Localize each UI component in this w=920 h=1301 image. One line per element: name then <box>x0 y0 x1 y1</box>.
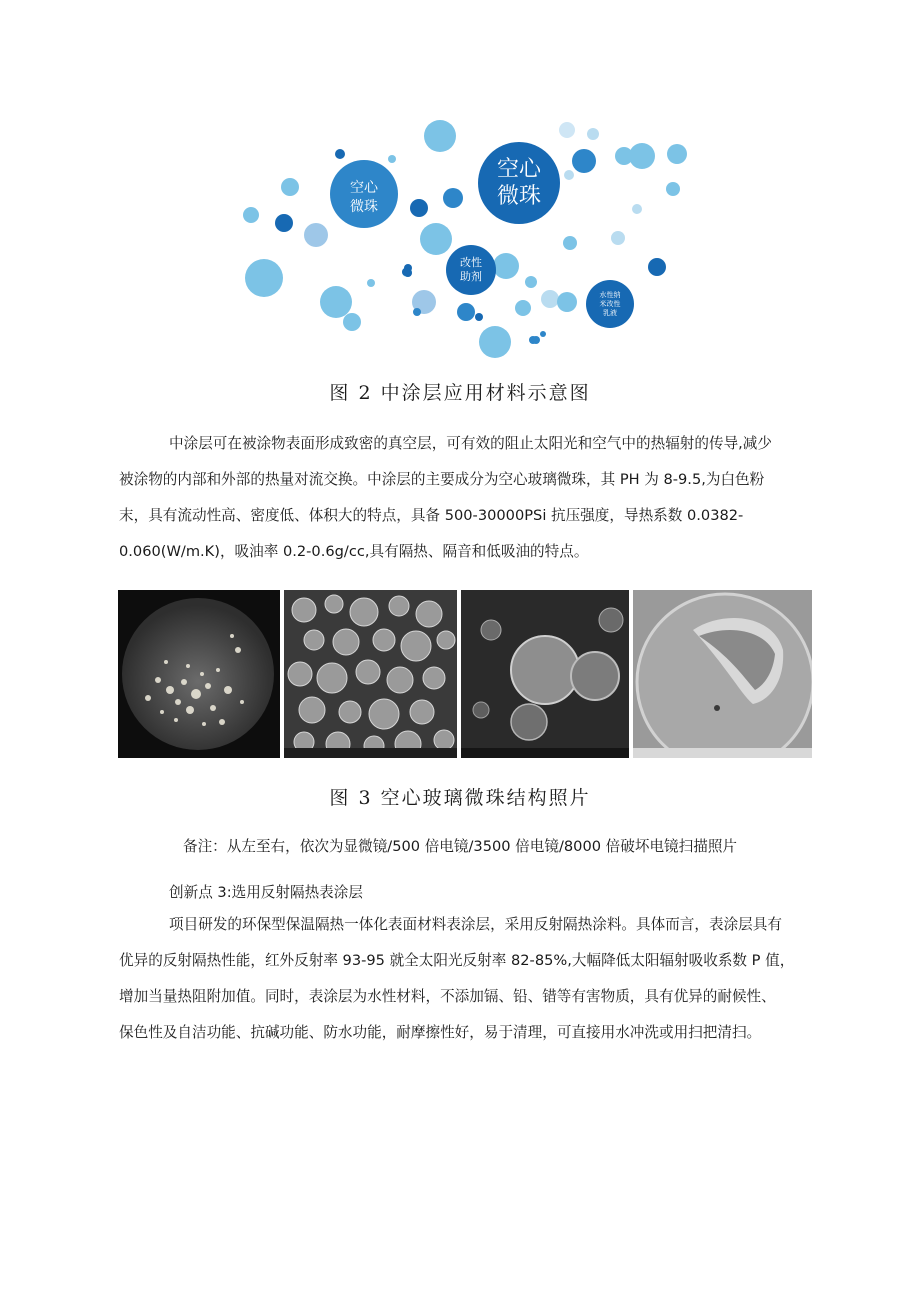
paragraph-line: 项目研发的环保型保温隔热一体化表面材料表涂层，采用反射隔热涂料。具体而言，表涂层具有 <box>169 916 782 933</box>
photo-sem-500x <box>284 590 457 758</box>
microsphere-photo-strip <box>118 590 812 758</box>
paragraph-top-coating <box>119 907 819 1051</box>
paragraph-line: 优异的反射隔热性能，红外反射率 93-95 就全太阳光反射率 82-85%,大幅降低太阳辐射吸收系数 P 值， <box>119 952 795 969</box>
paragraph-line: 0.060(W/m.K)，吸油率 0.2-0.6g/cc,具有隔热、隔音和低吸油的特点。 <box>119 543 589 560</box>
innovation-3-heading: 创新点 3:选用反射隔热表涂层 <box>169 884 363 901</box>
photo-sem-8000x-broken <box>633 590 812 758</box>
materials-bubble-illustration <box>236 112 696 364</box>
svg-text:米改性: 米改性 <box>599 300 621 308</box>
svg-text:微珠: 微珠 <box>496 184 542 209</box>
svg-text:改性: 改性 <box>460 256 482 269</box>
paragraph-line: 被涂物的内部和外部的热量对流交换。中涂层的主要成分为空心玻璃微珠，其 PH 为 8-9.5,为白色粉 <box>119 471 765 488</box>
paragraph-line: 增加当量热阻附加值。同时，表涂层为水性材料，不添加镉、铅、错等有害物质，具有优异的耐候性、 <box>119 988 776 1005</box>
photo-optical-microscope <box>118 590 280 758</box>
bubble-waterborne-emulsion <box>586 280 634 328</box>
svg-text:空心: 空心 <box>350 180 378 196</box>
figure-3-note: 备注：从左至右，依次为显微镜/500 倍电镜/3500 倍电镜/8000 倍破坏电镜扫描照片 <box>182 838 738 855</box>
bubble-hollow-microsphere-left <box>330 160 398 228</box>
figure-2-caption: 图 2 中涂层应用材料示意图 <box>329 382 591 404</box>
svg-text:水性纳: 水性纳 <box>599 291 621 299</box>
bubble-hollow-microsphere-top <box>478 142 560 224</box>
svg-text:助剂: 助剂 <box>460 270 482 283</box>
paragraph-line: 末，具有流动性高、密度低、体积大的特点，具备 500-30000PSi 抗压强度，导热系数 0.0382- <box>119 507 744 524</box>
paragraph-line: 中涂层可在被涂物表面形成致密的真空层，可有效的阻止太阳光和空气中的热辐射的传导,减少 <box>169 435 772 452</box>
paragraph-line: 保色性及自洁功能、抗碱功能、防水功能，耐摩擦性好，易于清理，可直接用水冲洗或用扫把清扫。 <box>119 1024 762 1041</box>
svg-text:空心: 空心 <box>496 157 542 182</box>
bubble-modifying-additive <box>446 245 496 295</box>
photo-sem-3500x <box>461 590 629 758</box>
svg-text:微珠: 微珠 <box>350 199 378 215</box>
svg-text:乳液: 乳液 <box>603 309 617 317</box>
figure-3-caption: 图 3 空心玻璃微珠结构照片 <box>329 787 591 809</box>
paragraph-intermediate-coating <box>119 426 819 570</box>
